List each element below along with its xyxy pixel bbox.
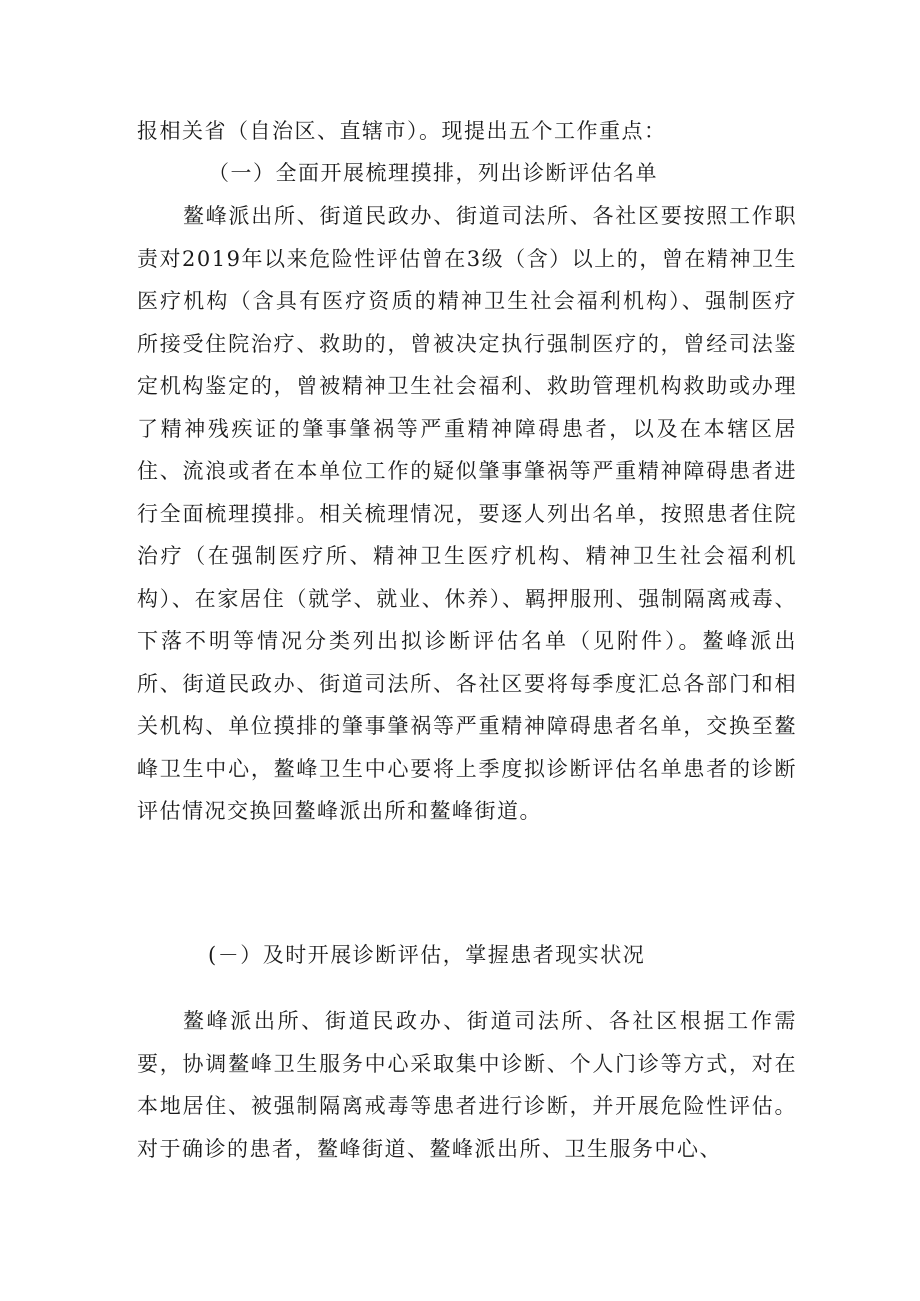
- section-2-paragraph: 鳌峰派出所、街道民政办、街道司法所、各社区根据工作需要，协调鳌峰卫生服务中心采取集中诊断、个人门诊等方式，对在本地居住、被强制隔离戒毒等患者进行诊断，并开展危险性评估。对于确诊的患者，鳌峰街道、鳌峰派出所、卫生服务中心、: [137, 1009, 797, 1161]
- section-1-heading: （一）全面开展梳理摸排，列出诊断评估名单: [208, 161, 658, 185]
- section-2-body: [137, 1000, 797, 1170]
- continuation-text: 报相关省（自治区、直辖市）。现提出五个工作重点：: [137, 119, 667, 143]
- section-1-body: [137, 195, 797, 833]
- continuation-block: [137, 110, 797, 153]
- section-2-heading: (－）及时开展诊断评估，掌握患者现实状况: [208, 943, 646, 967]
- section-1-paragraph: 鳌峰派出所、街道民政办、街道司法所、各社区要按照工作职责对2019年以来危险性评估曾在3级（含）以上的，曾在精神卫生医疗机构（含具有医疗资质的精神卫生社会福利机构）、强制医疗所接受住院治疗、救助的，曾被决定执行强制医疗的，曾经司法鉴定机构鉴定的，曾被精神卫生社会福利、救助管理机构救助或办理了精神残疾证的肇事肇祸等严重精神障碍患者，以及在本辖区居住、流浪或者在本单位工作的疑似肇事肇祸等严重精神障碍患者进行全面梳理摸排。相关梳理情况，要逐人列出名单，按照患者住院治疗（在强制医疗所、精神卫生医疗机构、精神卫生社会福利机构）、在家居住（就学、就业、休养）、羁押服刑、强制隔离戒毒、下落不明等情况分类列出拟诊断评估名单（见附件）。鳌峰派出所、街道民政办、街道司法所、各社区要将每季度汇总各部门和相关机构、单位摸排的肇事肇祸等严重精神障碍患者名单，交换至鳌峰卫生中心，鳌峰卫生中心要将上季度拟诊断评估名单患者的诊断评估情况交换回鳌峰派出所和鳌峰街道。: [137, 204, 797, 823]
